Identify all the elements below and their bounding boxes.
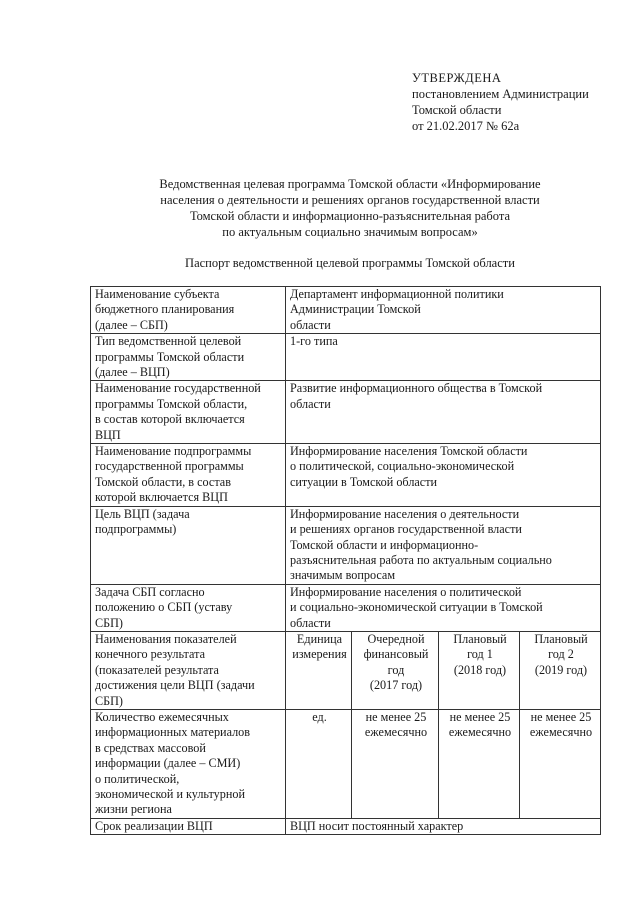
passport-table — [90, 286, 601, 835]
text-line: не менее 25 — [365, 709, 427, 724]
text-line: которой включается ВЦП — [95, 490, 228, 505]
text-line: значимым вопросам — [290, 568, 396, 583]
text-line: области — [290, 396, 331, 411]
text-line: программы Томской области, — [95, 396, 248, 411]
text-line: жизни региона — [95, 802, 172, 817]
text-line: ситуации в Томской области — [290, 474, 438, 489]
text-line: Количество ежемесячных — [95, 709, 229, 724]
passport-title: Паспорт ведомственной целевой программы Томской области — [185, 256, 515, 270]
text-line: Департамент информационной политики — [290, 287, 504, 301]
approval-date: от 21.02.2017 № 62а — [412, 119, 520, 133]
year2-header — [520, 631, 601, 709]
text-line: Администрации Томской — [290, 302, 421, 317]
text-line: финансовый — [363, 647, 429, 662]
text-line: государственной программы — [95, 459, 244, 474]
row-label — [91, 381, 286, 444]
text-line: Задача СБП согласно — [95, 584, 205, 599]
indicators-header-row — [91, 631, 601, 709]
row-label — [91, 287, 286, 334]
text-line: Информирование населения Томской области — [290, 444, 528, 459]
approval-line: Томской области — [412, 103, 502, 117]
row-label — [91, 334, 286, 381]
indicator-row — [91, 709, 601, 818]
text-line: и решениях органов государственной власти — [290, 522, 522, 537]
text-line: о политической, социально-экономической — [290, 459, 515, 474]
text-line: ежемесячно — [364, 725, 428, 740]
indicator-year2 — [520, 709, 601, 818]
text-line: достижения цели ВЦП (задачи — [95, 678, 255, 693]
row-label — [91, 444, 286, 507]
text-line: разъяснительная работа по актуальным социально — [290, 552, 552, 567]
text-line: (далее – ВЦП) — [95, 365, 170, 380]
program-title-line: Томской области и информационно-разъяснительная работа — [189, 209, 511, 223]
text-line: не менее 25 — [449, 709, 511, 724]
text-line: области — [290, 317, 331, 332]
text-line: Плановый — [453, 631, 507, 646]
text-line: (2017 год) — [369, 678, 423, 693]
text-line: измерения — [292, 647, 347, 662]
term-row — [91, 818, 601, 834]
row-label — [91, 584, 286, 631]
approval-block — [412, 70, 589, 134]
program-title — [100, 176, 600, 240]
term-value: ВЦП носит постоянный характер — [286, 818, 601, 834]
row-value — [286, 444, 601, 507]
text-line: СБП) — [95, 693, 123, 708]
program-title-line: по актуальным социально значимым вопросам» — [222, 225, 478, 239]
text-line: конечного результата — [95, 647, 206, 662]
text-line: (2019 год) — [534, 662, 588, 677]
indicator-year0 — [352, 709, 439, 818]
text-line: Плановый — [534, 631, 588, 646]
text-line: информации (далее – СМИ) — [95, 756, 241, 771]
text-line: Томской области и информационно- — [290, 537, 479, 552]
text-line: Наименования показателей — [95, 631, 237, 646]
text-line: (2018 год) — [453, 662, 507, 677]
row-value — [286, 287, 601, 334]
row-value — [286, 506, 601, 584]
year1-header — [439, 631, 520, 709]
text-line: Наименование подпрограммы — [95, 444, 252, 459]
text-line: информационных материалов — [95, 725, 251, 740]
approval-heading: УТВЕРЖДЕНА — [412, 71, 502, 85]
text-line: год 2 — [548, 647, 574, 662]
text-line: Томской области, в состав — [95, 474, 231, 489]
table-row — [91, 506, 601, 584]
row-value — [286, 334, 601, 381]
table-row — [91, 287, 601, 334]
indicators-header-label — [91, 631, 286, 709]
table-row — [91, 444, 601, 507]
program-title-line: населения о деятельности и решениях органов государственной власти — [160, 193, 540, 207]
text-line: программы Томской области — [95, 349, 245, 364]
text-line: о политической, — [95, 771, 180, 786]
text-line: (показателей результата — [95, 662, 219, 677]
text-line: Единица — [296, 631, 343, 646]
text-line: и социально-экономической ситуации в Томской — [290, 600, 543, 615]
indicator-year1 — [439, 709, 520, 818]
indicator-label — [91, 709, 286, 818]
text-line: год — [387, 662, 405, 677]
table-row — [91, 334, 601, 381]
text-line: Наименование государственной — [95, 381, 261, 396]
text-line: СБП) — [95, 615, 123, 630]
text-line: в средствах массовой — [95, 740, 206, 755]
text-line: Очередной — [367, 631, 425, 646]
year0-header — [352, 631, 439, 709]
text-line: Информирование населения о деятельности — [290, 506, 520, 521]
term-label: Срок реализации ВЦП — [91, 818, 286, 834]
row-value — [286, 381, 601, 444]
text-line: бюджетного планирования — [95, 302, 235, 317]
text-line: подпрограммы) — [95, 522, 177, 537]
text-line: Наименование субъекта — [95, 287, 220, 301]
row-value — [286, 584, 601, 631]
text-line: Тип ведомственной целевой — [95, 334, 242, 349]
text-line: положению о СБП (уставу — [95, 600, 233, 615]
text-line: области — [290, 615, 331, 630]
table-row — [91, 381, 601, 444]
text-line: Цель ВЦП (задача — [95, 506, 190, 521]
unit-header — [286, 631, 352, 709]
text-line: 1-го типа — [290, 334, 338, 349]
text-line: (далее – СБП) — [95, 317, 168, 332]
text-line: не менее 25 — [530, 709, 592, 724]
row-label — [91, 506, 286, 584]
text-line: экономической и культурной — [95, 787, 246, 801]
text-line: год 1 — [467, 647, 493, 662]
table-row — [91, 584, 601, 631]
text-line: ежемесячно — [529, 725, 593, 740]
text-line: ВЦП — [95, 427, 121, 442]
approval-line: постановлением Администрации — [412, 87, 589, 101]
text-line: в состав которой включается — [95, 412, 245, 427]
program-title-line: Ведомственная целевая программа Томской области «Информирование — [159, 177, 541, 191]
indicator-unit: ед. — [286, 709, 352, 818]
text-line: Информирование населения о политической — [290, 584, 522, 599]
text-line: ежемесячно — [448, 725, 512, 740]
text-line: Развитие информационного общества в Томской — [290, 381, 543, 396]
